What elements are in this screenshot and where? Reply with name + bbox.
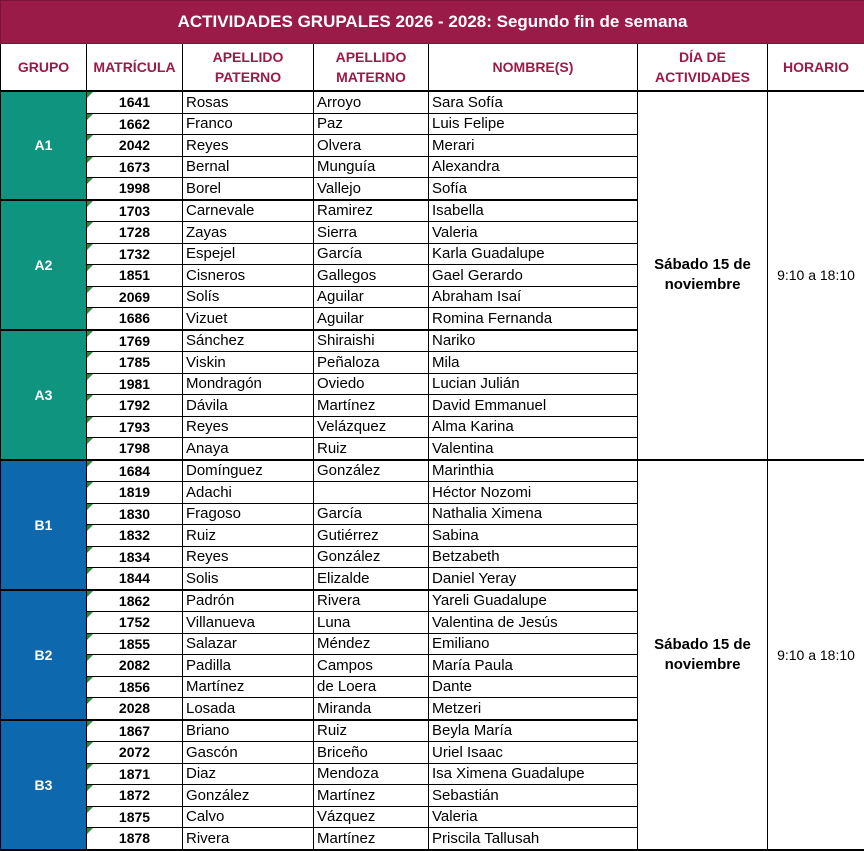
table-row: [1, 460, 864, 482]
cell-nombre: Sabina: [429, 525, 638, 547]
cell-nombre: Héctor Nozomi: [429, 482, 638, 504]
cell-nombre: Nathalia Ximena: [429, 503, 638, 525]
cell-matricula: 1981: [87, 373, 183, 395]
cell-apellido-paterno: Reyes: [183, 416, 314, 438]
cell-nombre: Metzeri: [429, 698, 638, 720]
cell-matricula: 1998: [87, 178, 183, 200]
cell-apellido-paterno: Gascón: [183, 742, 314, 764]
cell-apellido-paterno: Solís: [183, 286, 314, 308]
cell-apellido-materno: Arroyo: [314, 91, 429, 113]
cell-apellido-paterno: Martínez: [183, 676, 314, 698]
cell-apellido-materno: Peñaloza: [314, 352, 429, 374]
cell-apellido-materno: Gutiérrez: [314, 525, 429, 547]
cell-nombre: Isa Ximena Guadalupe: [429, 763, 638, 785]
group-label: A3: [1, 330, 87, 460]
cell-apellido-paterno: Losada: [183, 698, 314, 720]
table-row: [1, 91, 864, 113]
cell-apellido-paterno: González: [183, 785, 314, 807]
cell-apellido-materno: Briceño: [314, 742, 429, 764]
activity-day: Sábado 15 de noviembre: [638, 91, 768, 460]
group-label: A2: [1, 200, 87, 330]
cell-apellido-paterno: Rosas: [183, 91, 314, 113]
cell-apellido-paterno: Diaz: [183, 763, 314, 785]
header-apellido-paterno: APELLIDO PATERNO: [183, 44, 314, 92]
cell-nombre: Marinthia: [429, 460, 638, 482]
cell-matricula: 1792: [87, 395, 183, 417]
cell-apellido-materno: Elizalde: [314, 568, 429, 590]
cell-apellido-paterno: Carnevale: [183, 200, 314, 222]
cell-matricula: 1662: [87, 113, 183, 135]
cell-matricula: 1819: [87, 482, 183, 504]
cell-apellido-materno: Olvera: [314, 135, 429, 157]
cell-apellido-paterno: Bernal: [183, 156, 314, 178]
cell-nombre: Nariko: [429, 330, 638, 352]
cell-apellido-materno: González: [314, 460, 429, 482]
cell-apellido-paterno: Calvo: [183, 806, 314, 828]
cell-apellido-materno: Aguilar: [314, 308, 429, 330]
cell-matricula: 2072: [87, 742, 183, 764]
cell-apellido-materno: Oviedo: [314, 373, 429, 395]
cell-apellido-paterno: Domínguez: [183, 460, 314, 482]
cell-apellido-paterno: Rivera: [183, 828, 314, 850]
cell-matricula: 1871: [87, 763, 183, 785]
group-label: B3: [1, 720, 87, 850]
cell-matricula: 1728: [87, 222, 183, 244]
cell-matricula: 1834: [87, 546, 183, 568]
cell-apellido-materno: Vázquez: [314, 806, 429, 828]
cell-nombre: Merari: [429, 135, 638, 157]
cell-nombre: Gael Gerardo: [429, 265, 638, 287]
cell-apellido-materno: Ruiz: [314, 720, 429, 742]
cell-nombre: David Emmanuel: [429, 395, 638, 417]
cell-apellido-paterno: Villanueva: [183, 612, 314, 634]
cell-nombre: Beyla María: [429, 720, 638, 742]
cell-matricula: 2082: [87, 655, 183, 677]
cell-apellido-materno: Aguilar: [314, 286, 429, 308]
cell-nombre: Emiliano: [429, 633, 638, 655]
cell-apellido-materno: Rivera: [314, 590, 429, 612]
cell-matricula: 1875: [87, 806, 183, 828]
table-body: [1, 91, 864, 850]
cell-apellido-materno: González: [314, 546, 429, 568]
cell-apellido-materno: Ramirez: [314, 200, 429, 222]
activity-day: Sábado 15 de noviembre: [638, 460, 768, 850]
cell-matricula: 1851: [87, 265, 183, 287]
cell-nombre: Sofía: [429, 178, 638, 200]
cell-apellido-materno: Sierra: [314, 222, 429, 244]
cell-apellido-paterno: Zayas: [183, 222, 314, 244]
cell-matricula: 1793: [87, 416, 183, 438]
cell-nombre: Abraham Isaí: [429, 286, 638, 308]
cell-matricula: 1878: [87, 828, 183, 850]
cell-apellido-materno: García: [314, 503, 429, 525]
cell-apellido-paterno: Espejel: [183, 243, 314, 265]
cell-apellido-materno: Méndez: [314, 633, 429, 655]
cell-matricula: 1855: [87, 633, 183, 655]
cell-apellido-materno: [314, 482, 429, 504]
cell-nombre: Alma Karina: [429, 416, 638, 438]
cell-nombre: Priscila Tallusah: [429, 828, 638, 850]
cell-apellido-paterno: Solis: [183, 568, 314, 590]
cell-matricula: 1867: [87, 720, 183, 742]
cell-matricula: 1798: [87, 438, 183, 460]
cell-nombre: Daniel Yeray: [429, 568, 638, 590]
cell-apellido-paterno: Reyes: [183, 546, 314, 568]
cell-apellido-materno: Paz: [314, 113, 429, 135]
cell-apellido-materno: García: [314, 243, 429, 265]
cell-matricula: 1684: [87, 460, 183, 482]
cell-apellido-materno: Ruiz: [314, 438, 429, 460]
cell-apellido-paterno: Reyes: [183, 135, 314, 157]
activity-hours: 9:10 a 18:10: [768, 91, 864, 460]
cell-apellido-paterno: Vizuet: [183, 308, 314, 330]
header-matricula: MATRÍCULA: [87, 44, 183, 92]
cell-apellido-materno: Martínez: [314, 828, 429, 850]
cell-matricula: 2042: [87, 135, 183, 157]
cell-apellido-materno: Shiraishi: [314, 330, 429, 352]
header-horario: HORARIO: [768, 44, 864, 92]
cell-matricula: 1844: [87, 568, 183, 590]
cell-apellido-paterno: Dávila: [183, 395, 314, 417]
cell-apellido-materno: Luna: [314, 612, 429, 634]
cell-nombre: Luis Felipe: [429, 113, 638, 135]
cell-apellido-paterno: Anaya: [183, 438, 314, 460]
cell-nombre: Uriel Isaac: [429, 742, 638, 764]
cell-matricula: 1856: [87, 676, 183, 698]
cell-apellido-paterno: Ruiz: [183, 525, 314, 547]
cell-apellido-paterno: Viskin: [183, 352, 314, 374]
cell-matricula: 1830: [87, 503, 183, 525]
group-label: B2: [1, 590, 87, 720]
header-nombres: NOMBRE(S): [429, 44, 638, 92]
cell-matricula: 1686: [87, 308, 183, 330]
cell-apellido-paterno: Padilla: [183, 655, 314, 677]
cell-matricula: 1769: [87, 330, 183, 352]
cell-matricula: 1673: [87, 156, 183, 178]
cell-nombre: Alexandra: [429, 156, 638, 178]
cell-apellido-paterno: Sánchez: [183, 330, 314, 352]
cell-nombre: Yareli Guadalupe: [429, 590, 638, 612]
cell-nombre: Mila: [429, 352, 638, 374]
cell-apellido-materno: Campos: [314, 655, 429, 677]
cell-nombre: Sebastián: [429, 785, 638, 807]
cell-matricula: 1732: [87, 243, 183, 265]
cell-nombre: Valentina: [429, 438, 638, 460]
cell-apellido-paterno: Franco: [183, 113, 314, 135]
cell-nombre: Romina Fernanda: [429, 308, 638, 330]
cell-matricula: 2028: [87, 698, 183, 720]
cell-matricula: 1872: [87, 785, 183, 807]
cell-matricula: 1703: [87, 200, 183, 222]
cell-apellido-materno: Vallejo: [314, 178, 429, 200]
cell-apellido-materno: Gallegos: [314, 265, 429, 287]
cell-apellido-paterno: Padrón: [183, 590, 314, 612]
activity-hours: 9:10 a 18:10: [768, 460, 864, 850]
header-dia: DÍA DE ACTIVIDADES: [638, 44, 768, 92]
cell-apellido-materno: Miranda: [314, 698, 429, 720]
header-apellido-materno: APELLIDO MATERNO: [314, 44, 429, 92]
cell-nombre: Lucian Julián: [429, 373, 638, 395]
cell-matricula: 2069: [87, 286, 183, 308]
header-grupo: GRUPO: [1, 44, 87, 92]
cell-matricula: 1752: [87, 612, 183, 634]
cell-apellido-paterno: Borel: [183, 178, 314, 200]
cell-apellido-paterno: Fragoso: [183, 503, 314, 525]
cell-apellido-materno: Mendoza: [314, 763, 429, 785]
sheet-title: ACTIVIDADES GRUPALES 2026 - 2028: Segundo fin de semana: [1, 1, 864, 44]
cell-matricula: 1832: [87, 525, 183, 547]
cell-nombre: Betzabeth: [429, 546, 638, 568]
cell-apellido-paterno: Salazar: [183, 633, 314, 655]
cell-matricula: 1785: [87, 352, 183, 374]
cell-nombre: Dante: [429, 676, 638, 698]
cell-nombre: Sara Sofía: [429, 91, 638, 113]
cell-apellido-paterno: Mondragón: [183, 373, 314, 395]
cell-nombre: Valentina de Jesús: [429, 612, 638, 634]
cell-apellido-paterno: Adachi: [183, 482, 314, 504]
cell-nombre: Valeria: [429, 806, 638, 828]
group-label: B1: [1, 460, 87, 590]
cell-nombre: Karla Guadalupe: [429, 243, 638, 265]
cell-apellido-materno: Martínez: [314, 395, 429, 417]
cell-apellido-paterno: Briano: [183, 720, 314, 742]
cell-nombre: Isabella: [429, 200, 638, 222]
cell-apellido-materno: de Loera: [314, 676, 429, 698]
cell-matricula: 1862: [87, 590, 183, 612]
cell-apellido-materno: Munguía: [314, 156, 429, 178]
cell-apellido-paterno: Cisneros: [183, 265, 314, 287]
cell-matricula: 1641: [87, 91, 183, 113]
cell-nombre: Valeria: [429, 222, 638, 244]
cell-apellido-materno: Velázquez: [314, 416, 429, 438]
cell-apellido-materno: Martínez: [314, 785, 429, 807]
group-label: A1: [1, 91, 87, 200]
cell-nombre: María Paula: [429, 655, 638, 677]
